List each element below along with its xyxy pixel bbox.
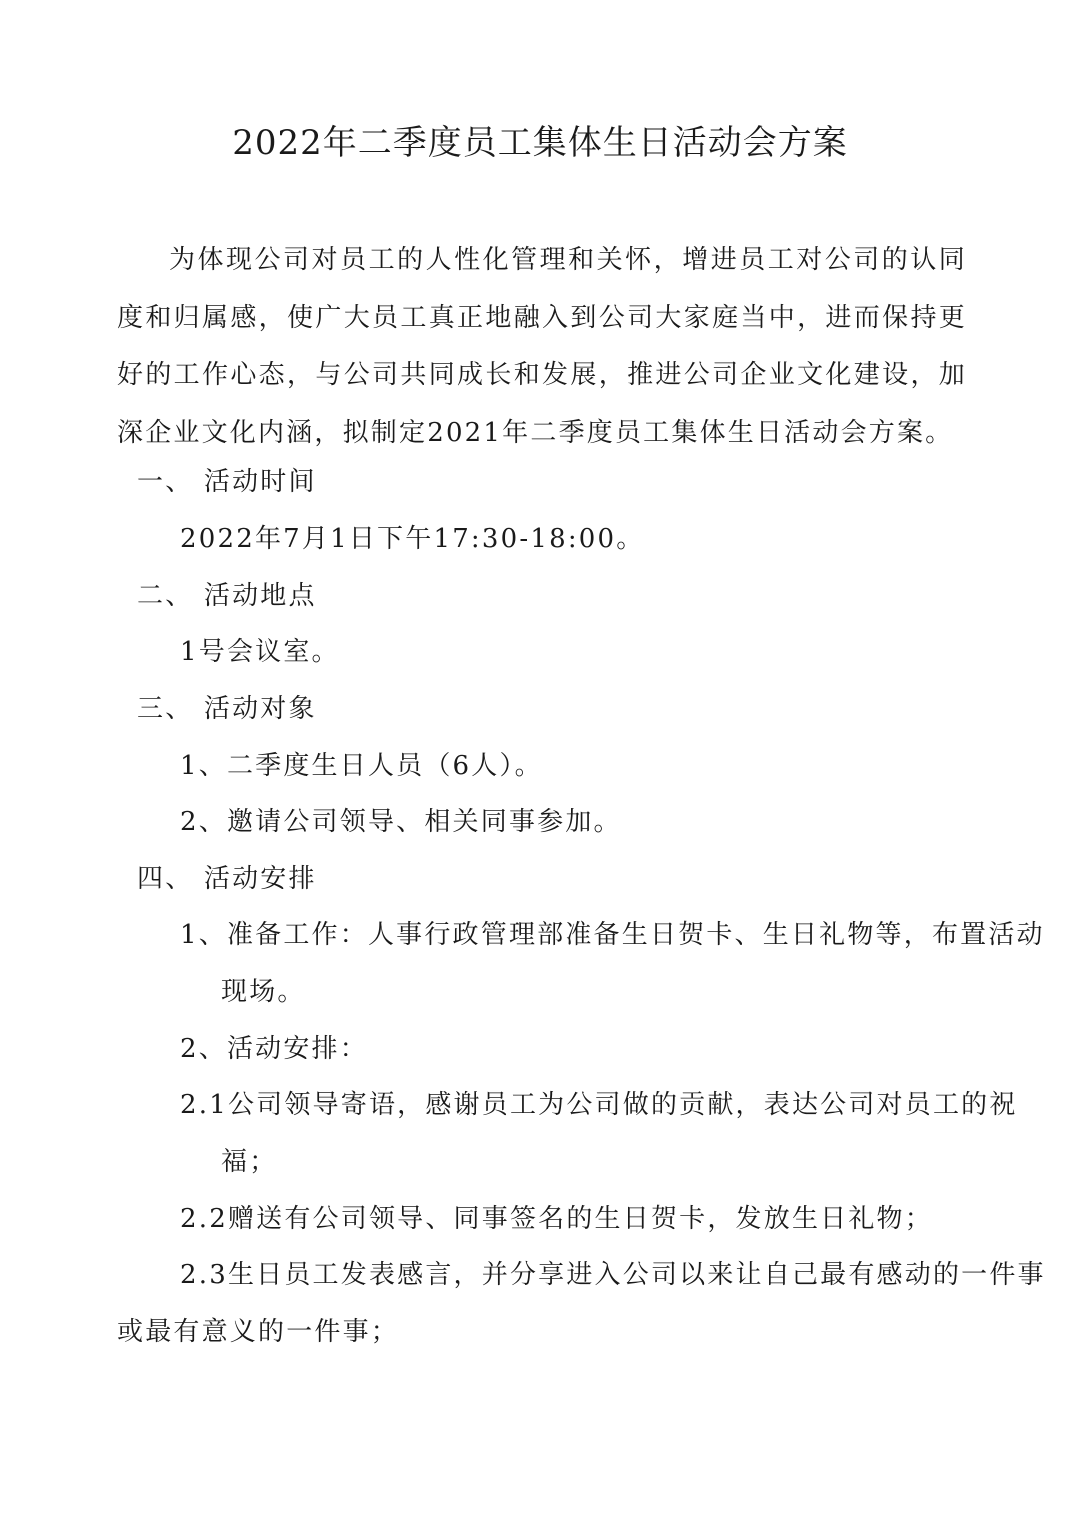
arrangement-item-2-1-line-2: 福； [221,1147,278,1177]
arrangement-item-2: 2、活动安排： [180,1034,368,1064]
arrangement-item-2-1-line-1: 2.1公司领导寄语，感谢员工为公司做的贡献，表达公司对员工的祝 [180,1090,1018,1120]
section-heading-arrangement: 四、 活动安排 [137,864,317,894]
section-heading-participants: 三、 活动对象 [137,694,317,724]
arrangement-item-2-3-line-2: 或最有意义的一件事； [117,1317,400,1347]
arrangement-item-2-2: 2.2赠送有公司领导、同事签名的生日贺卡，发放生日礼物； [180,1204,933,1234]
arrangement-item-1-line-1: 1、准备工作：人事行政管理部准备生日贺卡、生日礼物等，布置活动 [180,920,1045,950]
section-heading-location: 二、 活动地点 [137,581,317,611]
arrangement-item-1-line-2: 现场。 [221,977,306,1007]
intro-paragraph: 为体现公司对员工的人性化管理和关怀，增进员工对公司的认同度和归属感，使广大员工真正地融入到公司大家庭当中，进而保持更好的工作心态，与公司共同成长和发展，推进公司企业文化建设，加深企业文化内涵，拟制定2021年二季度员工集体生日活动会方案。 [117,245,967,448]
section-heading-time: 一、 活动时间 [137,467,317,497]
activity-time-text: 2022年7月1日下午17:30-18:00。 [180,524,645,554]
participants-item-2: 2、邀请公司领导、相关同事参加。 [180,807,622,837]
arrangement-item-2-3-line-1: 2.3生日员工发表感言，并分享进入公司以来让自己最有感动的一件事 [180,1260,1046,1290]
participants-item-1: 1、二季度生日人员（6人）。 [180,751,543,781]
document-title: 2022年二季度员工集体生日活动会方案 [232,123,848,163]
activity-location-text: 1号会议室。 [180,637,340,667]
